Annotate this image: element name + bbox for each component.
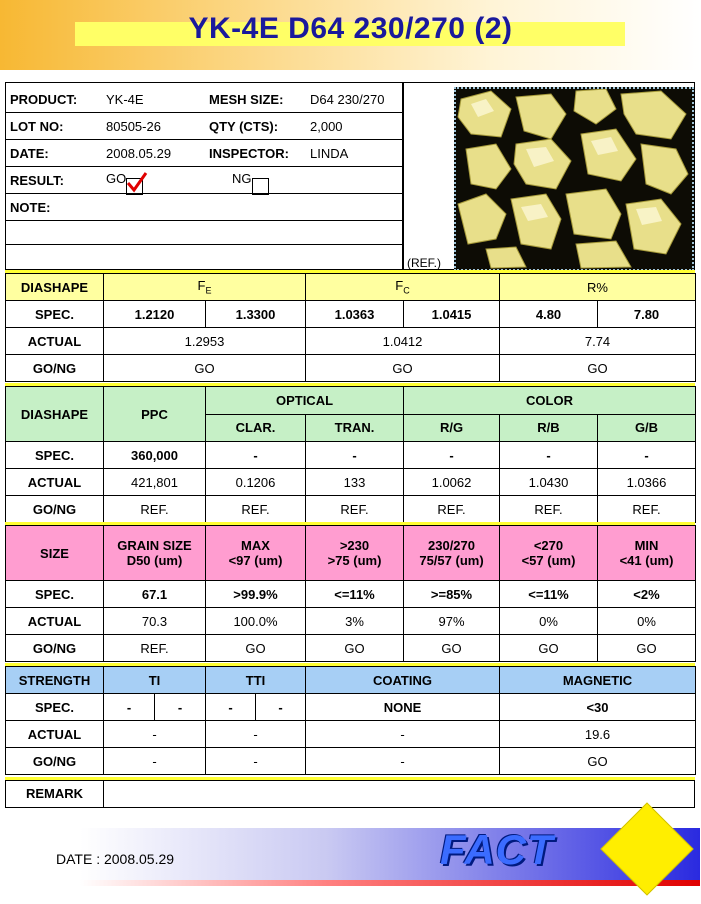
table-cell: REF. <box>404 496 500 523</box>
table-cell: <=11% <box>306 581 404 608</box>
remark-label: REMARK <box>6 781 104 807</box>
magnetic-header: MAGNETIC <box>500 667 696 694</box>
gb-header: G/B <box>598 414 696 442</box>
optical-header: OPTICAL <box>206 387 404 415</box>
table-cell: 19.6 <box>500 721 696 748</box>
gong-label: GO/NG <box>6 496 104 523</box>
date-label: DATE: <box>10 146 49 161</box>
table-cell: GO <box>500 355 696 382</box>
note-label: NOTE: <box>10 200 51 215</box>
table-cell: 4.80 <box>500 301 598 328</box>
table-cell: >=85% <box>404 581 500 608</box>
min-header: MIN <41 (um) <box>598 526 696 581</box>
range-230-270-header: 230/270 75/57 (um) <box>404 526 500 581</box>
table-cell: GO <box>404 635 500 662</box>
color-header: COLOR <box>404 387 696 415</box>
table-row <box>6 748 696 775</box>
result-label: RESULT: <box>10 173 64 188</box>
table-cell: 360,000 <box>104 442 206 469</box>
page-title: YK-4E D64 230/270 (2) <box>188 12 513 45</box>
table-cell: <=11% <box>500 581 598 608</box>
table-cell: 0.1206 <box>206 469 306 496</box>
table-cell: 7.74 <box>500 328 696 355</box>
rb-header: R/B <box>500 414 598 442</box>
actual-label: ACTUAL <box>6 608 104 635</box>
actual-label: ACTUAL <box>6 469 104 496</box>
lot-label: LOT NO: <box>10 119 64 134</box>
gong-label: GO/NG <box>6 635 104 662</box>
strength-table <box>5 666 696 775</box>
table-cell: 1.0062 <box>404 469 500 496</box>
over-230-header: >230 >75 (um) <box>306 526 404 581</box>
table-cell: 70.3 <box>104 608 206 635</box>
table-cell: - <box>306 748 500 775</box>
info-row-note <box>6 193 402 221</box>
ng-option[interactable] <box>232 171 252 186</box>
diashape-header: DIASHAPE <box>6 387 104 442</box>
inspector-value: LINDA <box>310 146 349 161</box>
table-header-row <box>6 526 696 581</box>
table-cell: GO <box>500 635 598 662</box>
table-row <box>6 301 696 328</box>
gong-label: GO/NG <box>6 748 104 775</box>
date-value: 2008.05.29 <box>106 146 172 161</box>
table-row <box>6 721 696 748</box>
fact-logo: FACT <box>440 826 554 873</box>
table-cell: - <box>206 694 256 721</box>
qty-value: 2,000 <box>310 119 343 134</box>
table-cell: REF. <box>500 496 598 523</box>
table-row <box>6 694 696 721</box>
table-cell: <2% <box>598 581 696 608</box>
fc-header: $F_C$ <box>306 274 500 301</box>
grain-size-header: GRAIN SIZE D50 (um) <box>104 526 206 581</box>
go-label: GO <box>106 171 127 186</box>
table-cell: 421,801 <box>104 469 206 496</box>
product-label: PRODUCT: <box>10 92 78 107</box>
table-row <box>6 581 696 608</box>
reference-photo-panel <box>403 82 695 270</box>
under-270-header: <270 <57 (um) <box>500 526 598 581</box>
table-cell: - <box>500 442 598 469</box>
grains-image <box>456 89 692 269</box>
photo-caption: (REF.) <box>407 256 441 270</box>
table-row <box>6 442 696 469</box>
table-cell: REF. <box>104 496 206 523</box>
table-cell: - <box>404 442 500 469</box>
table-row <box>6 469 696 496</box>
table-cell: - <box>104 748 206 775</box>
table-cell: 1.0430 <box>500 469 598 496</box>
size-table <box>5 525 696 662</box>
table-cell: 1.3300 <box>206 301 306 328</box>
mesh-label: MESH SIZE: <box>209 92 284 107</box>
table-cell: 0% <box>598 608 696 635</box>
remark-row <box>5 780 695 808</box>
table-cell: GO <box>206 635 306 662</box>
table-row <box>6 496 696 523</box>
diashape-optical-table <box>5 386 696 523</box>
table-cell: 1.0363 <box>306 301 404 328</box>
table-cell: REF. <box>206 496 306 523</box>
lot-value: 80505-26 <box>106 119 161 134</box>
table-cell: 67.1 <box>104 581 206 608</box>
clar-header: CLAR. <box>206 414 306 442</box>
diashape-header: DIASHAPE <box>6 274 104 301</box>
rg-header: R/G <box>404 414 500 442</box>
diashape-factors-table <box>5 273 696 382</box>
table-cell: - <box>598 442 696 469</box>
table-cell: <30 <box>500 694 696 721</box>
table-row <box>6 355 696 382</box>
table-cell: 1.0415 <box>404 301 500 328</box>
table-cell: 1.2120 <box>104 301 206 328</box>
table-cell: - <box>306 721 500 748</box>
table-cell: GO <box>500 748 696 775</box>
mesh-value: D64 230/270 <box>310 92 385 107</box>
spec-label: SPEC. <box>6 442 104 469</box>
ppc-header: PPC <box>104 387 206 442</box>
coating-header: COATING <box>306 667 500 694</box>
note-line <box>6 220 402 245</box>
spec-label: SPEC. <box>6 301 104 328</box>
table-cell: NONE <box>306 694 500 721</box>
table-row <box>6 608 696 635</box>
actual-label: ACTUAL <box>6 721 104 748</box>
ng-label: NG <box>232 171 252 186</box>
size-header: SIZE <box>6 526 104 581</box>
table-cell: GO <box>104 355 306 382</box>
table-cell: 3% <box>306 608 404 635</box>
table-cell: - <box>256 694 306 721</box>
tti-header: TTI <box>206 667 306 694</box>
go-option[interactable] <box>106 171 126 186</box>
info-panel <box>5 82 403 270</box>
table-cell: REF. <box>306 496 404 523</box>
table-header-row <box>6 274 696 301</box>
table-row <box>6 328 696 355</box>
info-row-result <box>6 166 402 194</box>
table-row <box>6 635 696 662</box>
product-value: YK-4E <box>106 92 144 107</box>
table-cell: - <box>306 442 404 469</box>
table-cell: - <box>104 721 206 748</box>
table-cell: 100.0% <box>206 608 306 635</box>
fe-header: $F_E$ <box>104 274 306 301</box>
table-cell: - <box>206 748 306 775</box>
table-cell: - <box>206 442 306 469</box>
info-row-date <box>6 139 402 167</box>
info-row-lot <box>6 112 402 140</box>
max-header: MAX <97 (um) <box>206 526 306 581</box>
table-cell: - <box>104 694 155 721</box>
table-cell: GO <box>306 355 500 382</box>
ti-header: TI <box>104 667 206 694</box>
table-header-row <box>6 667 696 694</box>
table-cell: 1.0366 <box>598 469 696 496</box>
table-cell: - <box>155 694 206 721</box>
table-cell: >99.9% <box>206 581 306 608</box>
footer-date: DATE : 2008.05.29 <box>56 851 175 867</box>
table-cell: 1.2953 <box>104 328 306 355</box>
table-cell: 133 <box>306 469 404 496</box>
table-header-row <box>6 387 696 415</box>
tran-header: TRAN. <box>306 414 404 442</box>
table-cell: REF. <box>598 496 696 523</box>
spec-label: SPEC. <box>6 694 104 721</box>
spec-label: SPEC. <box>6 581 104 608</box>
table-cell: 97% <box>404 608 500 635</box>
table-cell: GO <box>598 635 696 662</box>
footer-red-line <box>80 880 700 886</box>
table-cell: - <box>206 721 306 748</box>
r-percent-header: R% <box>500 274 696 301</box>
table-cell: 0% <box>500 608 598 635</box>
actual-label: ACTUAL <box>6 328 104 355</box>
gong-label: GO/NG <box>6 355 104 382</box>
inspector-label: INSPECTOR: <box>209 146 289 161</box>
table-cell: 7.80 <box>598 301 696 328</box>
check-icon <box>125 171 149 193</box>
qty-label: QTY (CTS): <box>209 119 279 134</box>
table-cell: 1.0412 <box>306 328 500 355</box>
strength-header: STRENGTH <box>6 667 104 694</box>
info-row-product <box>6 85 402 113</box>
diamond-grains-photo <box>454 87 694 271</box>
table-cell: GO <box>306 635 404 662</box>
table-cell: REF. <box>104 635 206 662</box>
